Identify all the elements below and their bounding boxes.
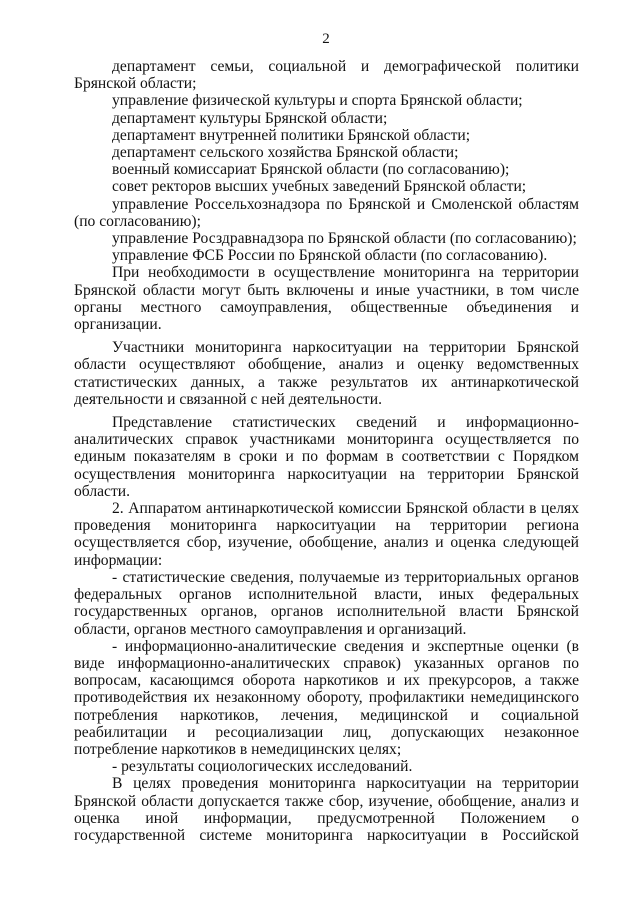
- paragraph-bullet-analytics: - информационно-аналитические сведения и экспертные оценки (в виде информационно-аналитических справок) указанных органов по вопросам, касающимся оборота наркотиков и их прекурсоров, а также противодействия их незаконному обороту, профилактики немедицинского потребления наркотиков, лечения, медицинской и социальной реабилитации и ресоциализации лиц, допускающих незаконное потребление наркотиков в немедицинских целях;: [74, 637, 579, 758]
- paragraph-list-item-10: управление ФСБ России по Брянской области (по согласованию).: [112, 247, 548, 265]
- paragraph-bullet-sociology: - результаты социологических исследований.: [112, 758, 413, 776]
- paragraph-list-item-2: управление физической культуры и спорта Брянской области;: [112, 92, 523, 110]
- paragraph-bullet-statistics: - статистические сведения, получаемые из территориальных органов федеральных органов исполнительной власти, иных федеральных государственных органов, органов исполнительной власти Брянской области, органов местного самоуправления и организаций.: [74, 568, 579, 638]
- paragraph-list-item-8: управление Россельхознадзора по Брянской и Смоленской областям (по согласованию);: [74, 195, 579, 230]
- paragraph-other-information: В целях проведения мониторинга наркоситуации на территории Брянской области допускается также сбор, изучение, обобщение, анализ и оценка иной информации, предусмотренной Положением о государственной системе мониторинга наркоситуации в Российской: [74, 775, 579, 844]
- document-body: [74, 58, 579, 844]
- paragraph-list-item-9: управление Росздравнадзора по Брянской области (по согласованию);: [112, 230, 577, 248]
- paragraph-section-2: 2. Аппаратом антинаркотической комиссии Брянской области в целях проведения мониторинга наркоситуации на территории региона осуществляется сбор, изучение, обобщение, анализ и оценка следующей информации:: [74, 500, 579, 569]
- paragraph-list-item-6: военный комиссариат Брянской области (по согласованию);: [112, 161, 510, 179]
- paragraph-list-item-7: совет ректоров высших учебных заведений Брянской области;: [112, 178, 527, 196]
- paragraph-list-item-1: департамент семьи, социальной и демографической политики Брянской области;: [74, 58, 579, 93]
- paragraph-list-item-4: департамент внутренней политики Брянской области;: [112, 126, 471, 144]
- paragraph-participants-duties: Участники мониторинга наркоситуации на территории Брянской области осуществляют обобщение, анализ и оценку ведомственных статистических данных, а также результатов их антинаркотической деятельности и связанной с ней деятельности.: [74, 339, 579, 408]
- paragraph-other-participants: При необходимости в осуществление мониторинга на территории Брянской области могут быть включены и иные участники, в том числе органы местного самоуправления, общественные объединения и организации.: [74, 264, 579, 334]
- paragraph-list-item-5: департамент сельского хозяйства Брянской области;: [112, 144, 459, 162]
- paragraph-list-item-3: департамент культуры Брянской области;: [112, 109, 388, 127]
- page-number: 2: [322, 31, 330, 47]
- paragraph-statistics-submission: Представление статистических сведений и информационно-аналитических справок участниками мониторинга осуществляется по единым показателям в сроки и по формам в соответствии с Порядком осуществления мониторинга наркоситуации на территории Брянской области.: [74, 414, 579, 500]
